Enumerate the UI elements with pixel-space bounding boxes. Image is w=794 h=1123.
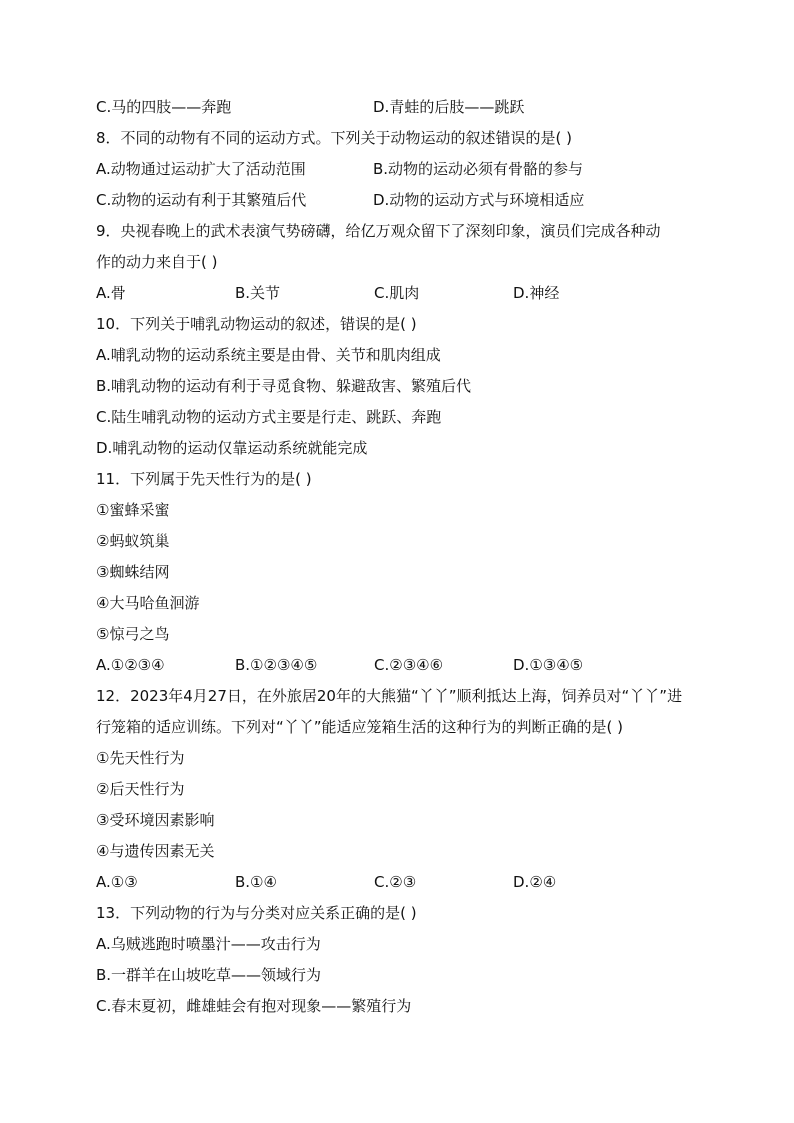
q12-options-row [96, 867, 716, 898]
q11-item-4: ④大马哈鱼洄游 [96, 594, 200, 612]
q13-stem: 13．下列动物的行为与分类对应关系正确的是( ) [96, 904, 417, 922]
q12-item-4: ④与遗传因素无关 [96, 842, 215, 860]
q7-option-d[interactable]: D.青蛙的后肢——跳跃 [373, 98, 525, 116]
q12-item-2: ②后天性行为 [96, 780, 185, 798]
q9-option-c[interactable]: C.肌肉 [374, 284, 420, 302]
q11-stem: 11．下列属于先天性行为的是( ) [96, 470, 312, 488]
question-page [96, 92, 716, 1022]
q7-option-c[interactable]: C.马的四肢——奔跑 [96, 98, 232, 116]
q11-option-d[interactable]: D.①③④⑤ [513, 656, 584, 674]
q9-option-a[interactable]: A.骨 [96, 284, 126, 302]
q9-option-d[interactable]: D.神经 [513, 284, 560, 302]
q9-stem-line-1: 9．央视春晚上的武术表演气势磅礴，给亿万观众留下了深刻印象，演员们完成各种动 [96, 222, 661, 240]
q11-item-1: ①蜜蜂采蜜 [96, 501, 170, 519]
q11-item-2: ②蚂蚁筑巢 [96, 532, 170, 550]
q11-option-b[interactable]: B.①②③④⑤ [235, 656, 318, 674]
q13-option-a[interactable]: A.乌贼逃跑时喷墨汁——攻击行为 [96, 935, 321, 953]
q8-options-row-1 [96, 154, 716, 185]
q11-option-a[interactable]: A.①②③④ [96, 656, 165, 674]
q10-option-c[interactable]: C.陆生哺乳动物的运动方式主要是行走、跳跃、奔跑 [96, 408, 442, 426]
q9-option-b[interactable]: B.关节 [235, 284, 281, 302]
q12-item-3: ③受环境因素影响 [96, 811, 215, 829]
q8-stem: 8．不同的动物有不同的运动方式。下列关于动物运动的叙述错误的是( ) [96, 129, 573, 147]
q11-item-5: ⑤惊弓之鸟 [96, 625, 170, 643]
q12-option-d[interactable]: D.②④ [513, 873, 557, 891]
q12-stem-line-1: 12．2023年4月27日，在外旅居20年的大熊猫“丫丫”顺利抵达上海，饲养员对“丫丫”进 [96, 687, 683, 705]
q8-options-row-2 [96, 185, 716, 216]
q9-stem-line-2: 作的动力来自于( ) [96, 253, 218, 271]
q13-option-b[interactable]: B.一群羊在山坡吃草——领域行为 [96, 966, 322, 984]
q10-option-d[interactable]: D.哺乳动物的运动仅靠运动系统就能完成 [96, 439, 368, 457]
q11-options-row [96, 650, 716, 681]
q10-stem: 10．下列关于哺乳动物运动的叙述，错误的是( ) [96, 315, 417, 333]
q12-item-1: ①先天性行为 [96, 749, 185, 767]
q8-option-b[interactable]: B.动物的运动必须有骨骼的参与 [373, 160, 584, 178]
q8-option-d[interactable]: D.动物的运动方式与环境相适应 [373, 191, 585, 209]
q11-item-3: ③蜘蛛结网 [96, 563, 170, 581]
q12-option-c[interactable]: C.②③ [374, 873, 417, 891]
q8-option-a[interactable]: A.动物通过运动扩大了活动范围 [96, 160, 306, 178]
q8-option-c[interactable]: C.动物的运动有利于其繁殖后代 [96, 191, 307, 209]
q10-option-a[interactable]: A.哺乳动物的运动系统主要是由骨、关节和肌肉组成 [96, 346, 441, 364]
q12-option-b[interactable]: B.①④ [235, 873, 277, 891]
q12-stem-line-2: 行笼箱的适应训练。下列对“丫丫”能适应笼箱生活的这种行为的判断正确的是( ) [96, 718, 624, 736]
q7-options-row [96, 92, 716, 123]
q13-option-c[interactable]: C.春末夏初，雌雄蛙会有抱对现象——繁殖行为 [96, 997, 412, 1015]
q11-option-c[interactable]: C.②③④⑥ [374, 656, 444, 674]
q10-option-b[interactable]: B.哺乳动物的运动有利于寻觅食物、躲避敌害、繁殖后代 [96, 377, 472, 395]
q12-option-a[interactable]: A.①③ [96, 873, 138, 891]
q9-options-row [96, 278, 716, 309]
